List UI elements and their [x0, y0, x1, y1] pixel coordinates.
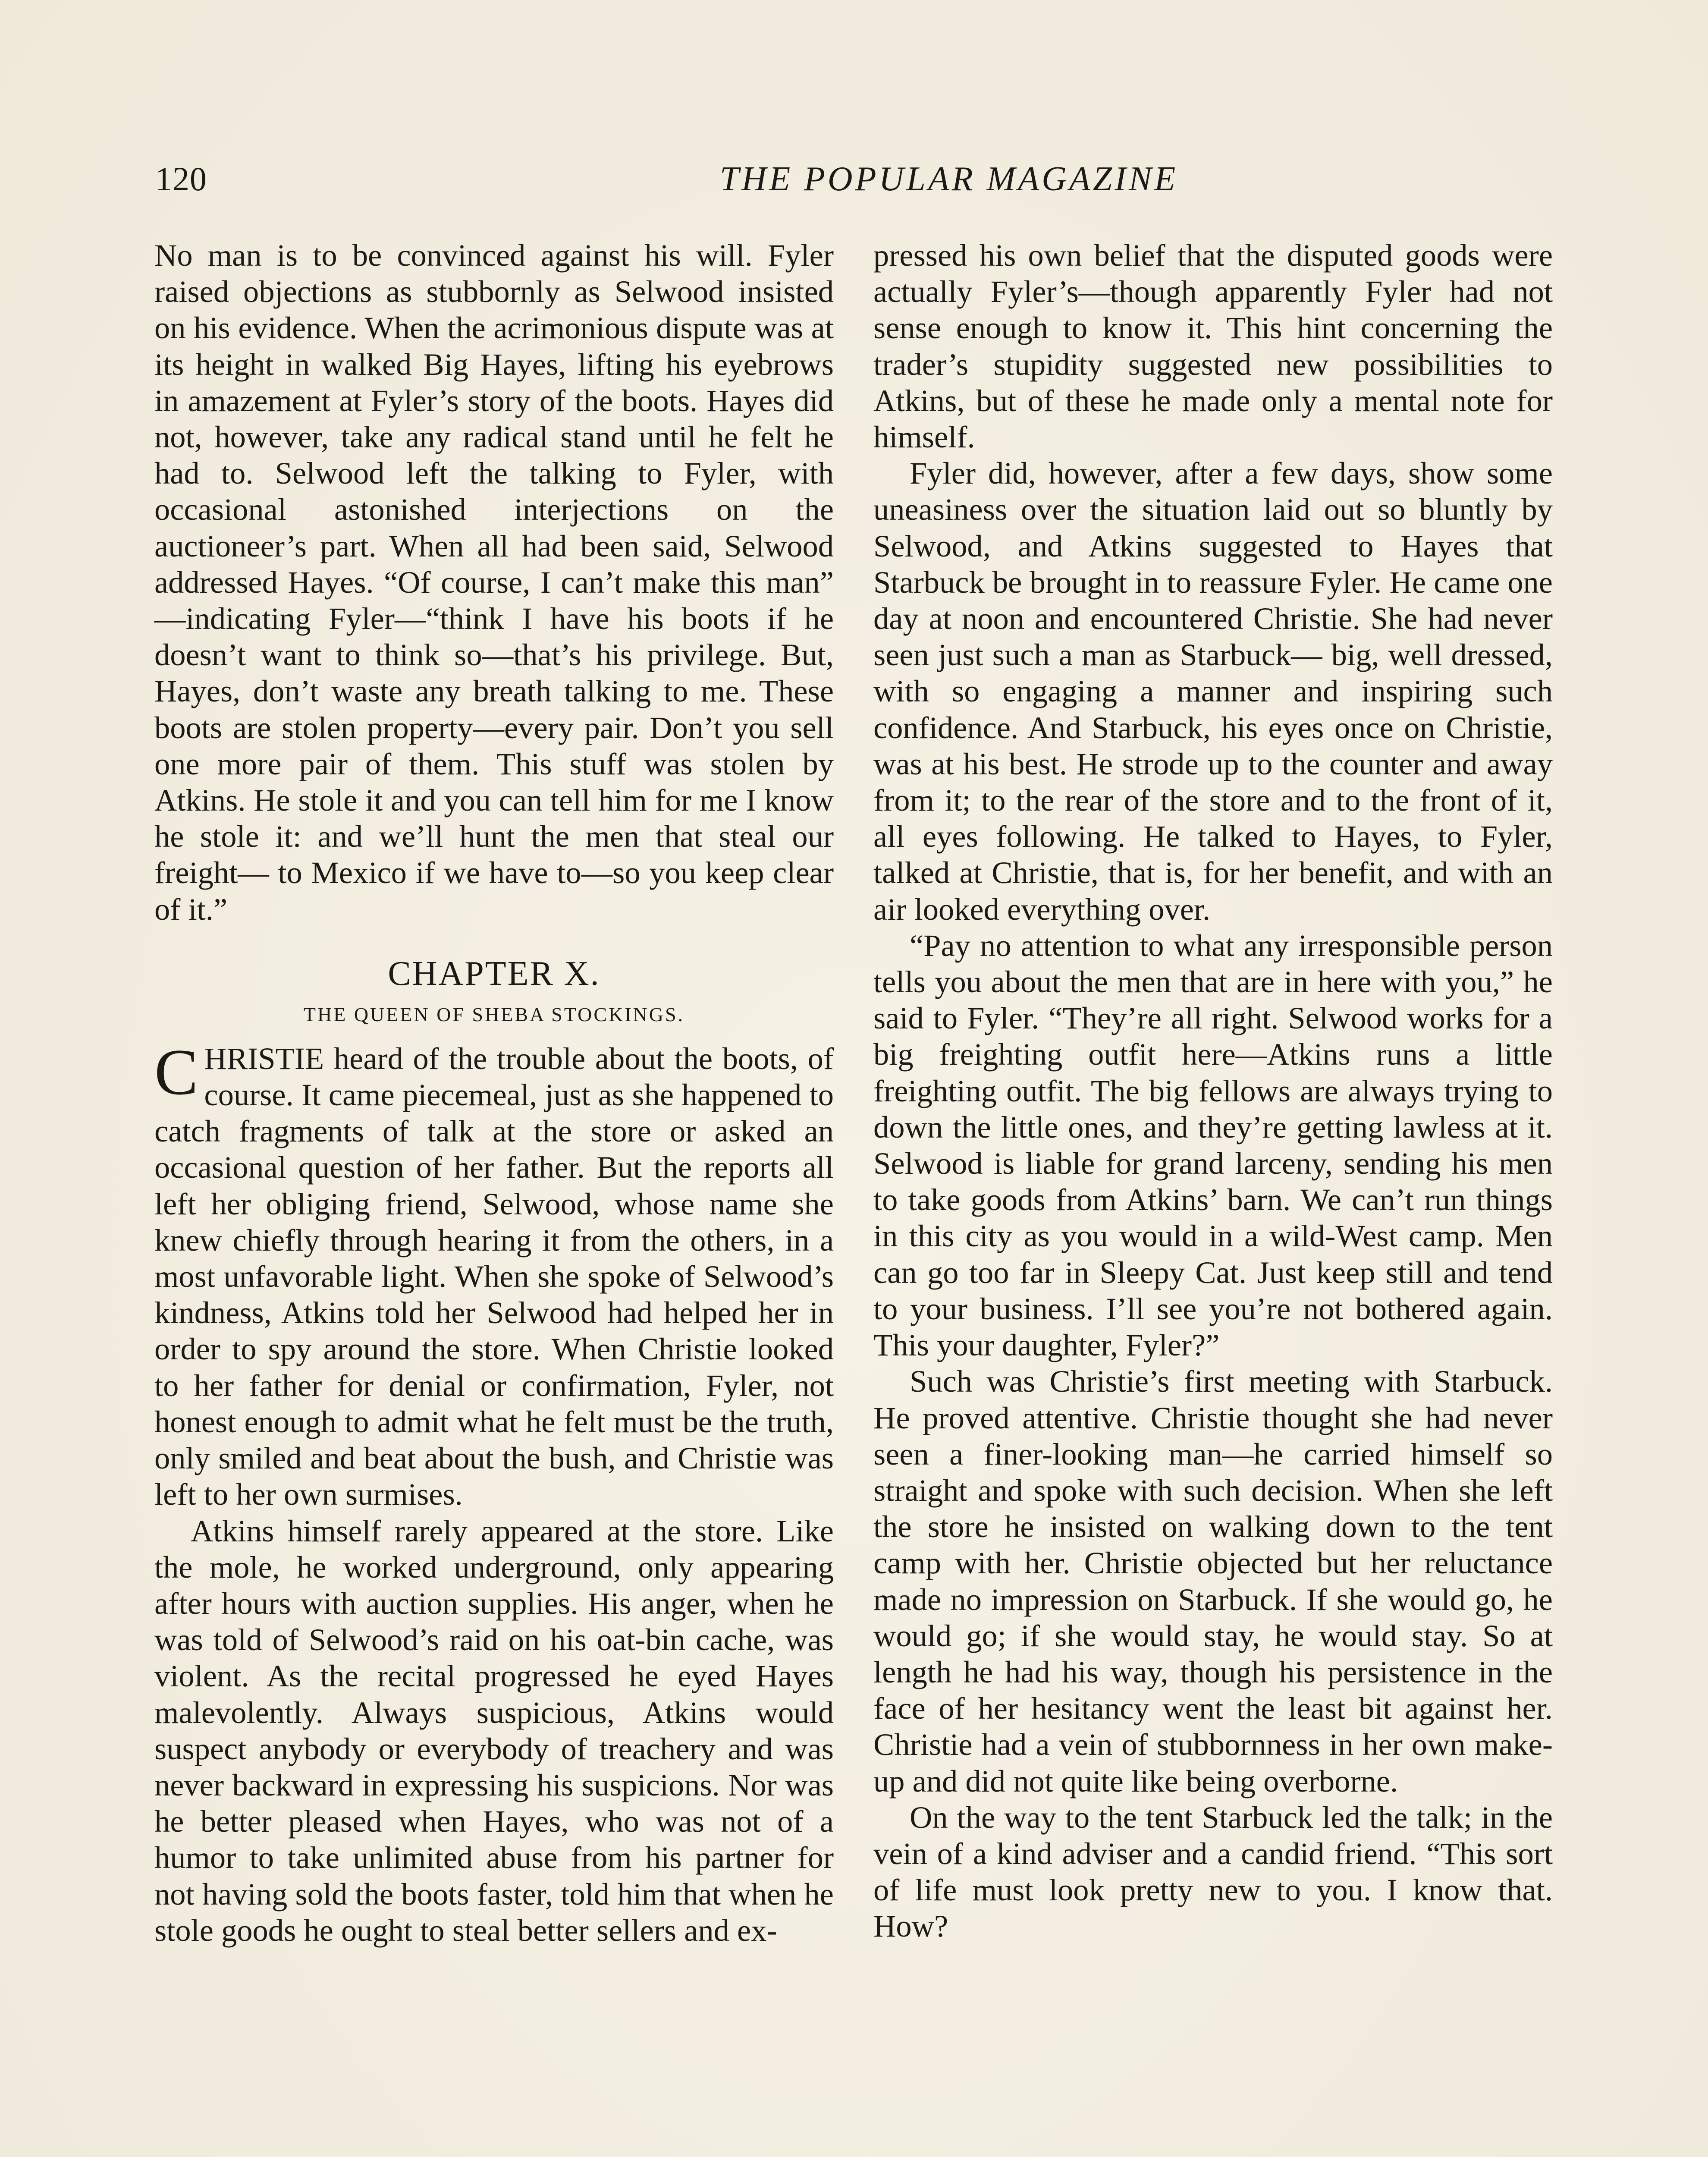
page-number: 120 [155, 160, 207, 198]
chapter-title: CHAPTER X. [388, 954, 600, 993]
drop-cap: C [154, 1035, 198, 1108]
paragraph: Atkins himself rarely appeared at the store. Like the mole, he worked underground, only appearing after hours with auction supplies. His anger, when he was told of Selwood’s raid on his oat-bin cache, was violent. As the recital progressed he eyed Hayes malevolently. Always suspicious, Atkins would suspect anybody or everybody of treachery and was never backward in expressing his suspicions. Nor was he better pleased when Hayes, who was not of a humor to take unlimited abuse from his partner for not having sold the boots faster, told him that when he stole goods he ought to steal better sellers and ex- [154, 1513, 834, 1948]
right-column [873, 237, 1553, 1945]
paragraph: “Pay no attention to what any irresponsible person tells you about the men that are in here with you,” he said to Fyler. “They’re all right. Selwood works for a big freighting outfit here—Atkins runs a little freighting outfit. The big fellows are always trying to down the little ones, and they’re getting lawless at it. Selwood is liable for grand larceny, sending his men to take goods from Atkins’ barn. We can’t run things in this city as you would in a wild-West camp. Men can go too far in Sleepy Cat. Just keep still and tend to your business. I’ll see you’re not bothered again. This your daughter, Fyler?” [873, 928, 1553, 1363]
paragraph: Such was Christie’s first meeting with Starbuck. He proved attentive. Christie thought she had never seen a finer-looking man—he carried himself so straight and spoke with such decision. When she left the store he insisted on walking down to the tent camp with her. Christie objected but her reluctance made no impression on Starbuck. If she would go, he would go; if she would stay, he would stay. So at length he had his way, though his persistence in the face of her hesitancy went the least bit against her. Christie had a vein of stubbornness in her own make-up and did not quite like being overborne. [873, 1364, 1553, 1799]
chapter-opening-paragraph [154, 1035, 834, 1513]
paragraph: pressed his own belief that the disputed goods were actually Fyler’s—though apparently Fyler had not sense enough to know it. This hint concerning the trader’s stupidity suggested new possibilities to Atkins, but of these he made only a mental note for himself. [873, 238, 1553, 455]
running-title: THE POPULAR MAGAZINE [719, 160, 1178, 198]
paragraph-text: HRISTIE heard of the trouble about the boots, of course. It came piecemeal, just as she happened to catch fragments of talk at the store or asked an occasional question of her father. But the reports all left her obliging friend, Selwood, whose name she knew chiefly through hearing it from the others, in a most unfavorable light. When she spoke of Selwood’s kindness, Atkins told her Selwood had helped her in order to spy around the store. When Christie looked to her father for denial or confirmation, Fyler, not honest enough to admit what he felt must be the truth, only smiled and beat about the bush, and Christie was left to her own surmises. [154, 1041, 834, 1512]
left-column [154, 237, 834, 1949]
paragraph: Fyler did, however, after a few days, show some uneasiness over the situation laid out so bluntly by Selwood, and Atkins suggested to Hayes that Starbuck be brought in to reassure Fyler. He came one day at noon and encountered Christie. She had never seen just such a man as Starbuck— big, well dressed, with so engaging a manner and inspiring such confidence. And Starbuck, his eyes once on Christie, was at his best. He strode up to the counter and away from it; to the rear of the store and to the front of it, all eyes following. He talked to Hayes, to Fyler, talked at Christie, that is, for her benefit, and with an air looked everything over. [873, 456, 1553, 927]
chapter-subtitle: THE QUEEN OF SHEBA STOCKINGS. [303, 1003, 685, 1025]
paragraph: On the way to the tent Starbuck led the talk; in the vein of a kind adviser and a candid friend. “This sort of life must look pretty new to you. I know that. How? [873, 1799, 1553, 1944]
paragraph: No man is to be convinced against his will. Fyler raised objections as stubbornly as Selwood insisted on his evidence. When the acrimonious dispute was at its height in walked Big Hayes, lifting his eyebrows in amazement at Fyler’s story of the boots. Hayes did not, however, take any radical stand until he felt he had to. Selwood left the talking to Fyler, with occasional astonished interjections on the auctioneer’s part. When all had been said, Selwood addressed Hayes. “Of course, I can’t make this man” —indicating Fyler—“think I have his boots if he doesn’t want to think so—that’s his privilege. But, Hayes, don’t waste any breath talking to me. These boots are stolen property—every pair. Don’t you sell one more pair of them. This stuff was stolen by Atkins. He stole it and you can tell him for me I know he stole it: and we’ll hunt the men that steal our freight— to Mexico if we have to—so you keep clear of it.” [154, 238, 834, 927]
